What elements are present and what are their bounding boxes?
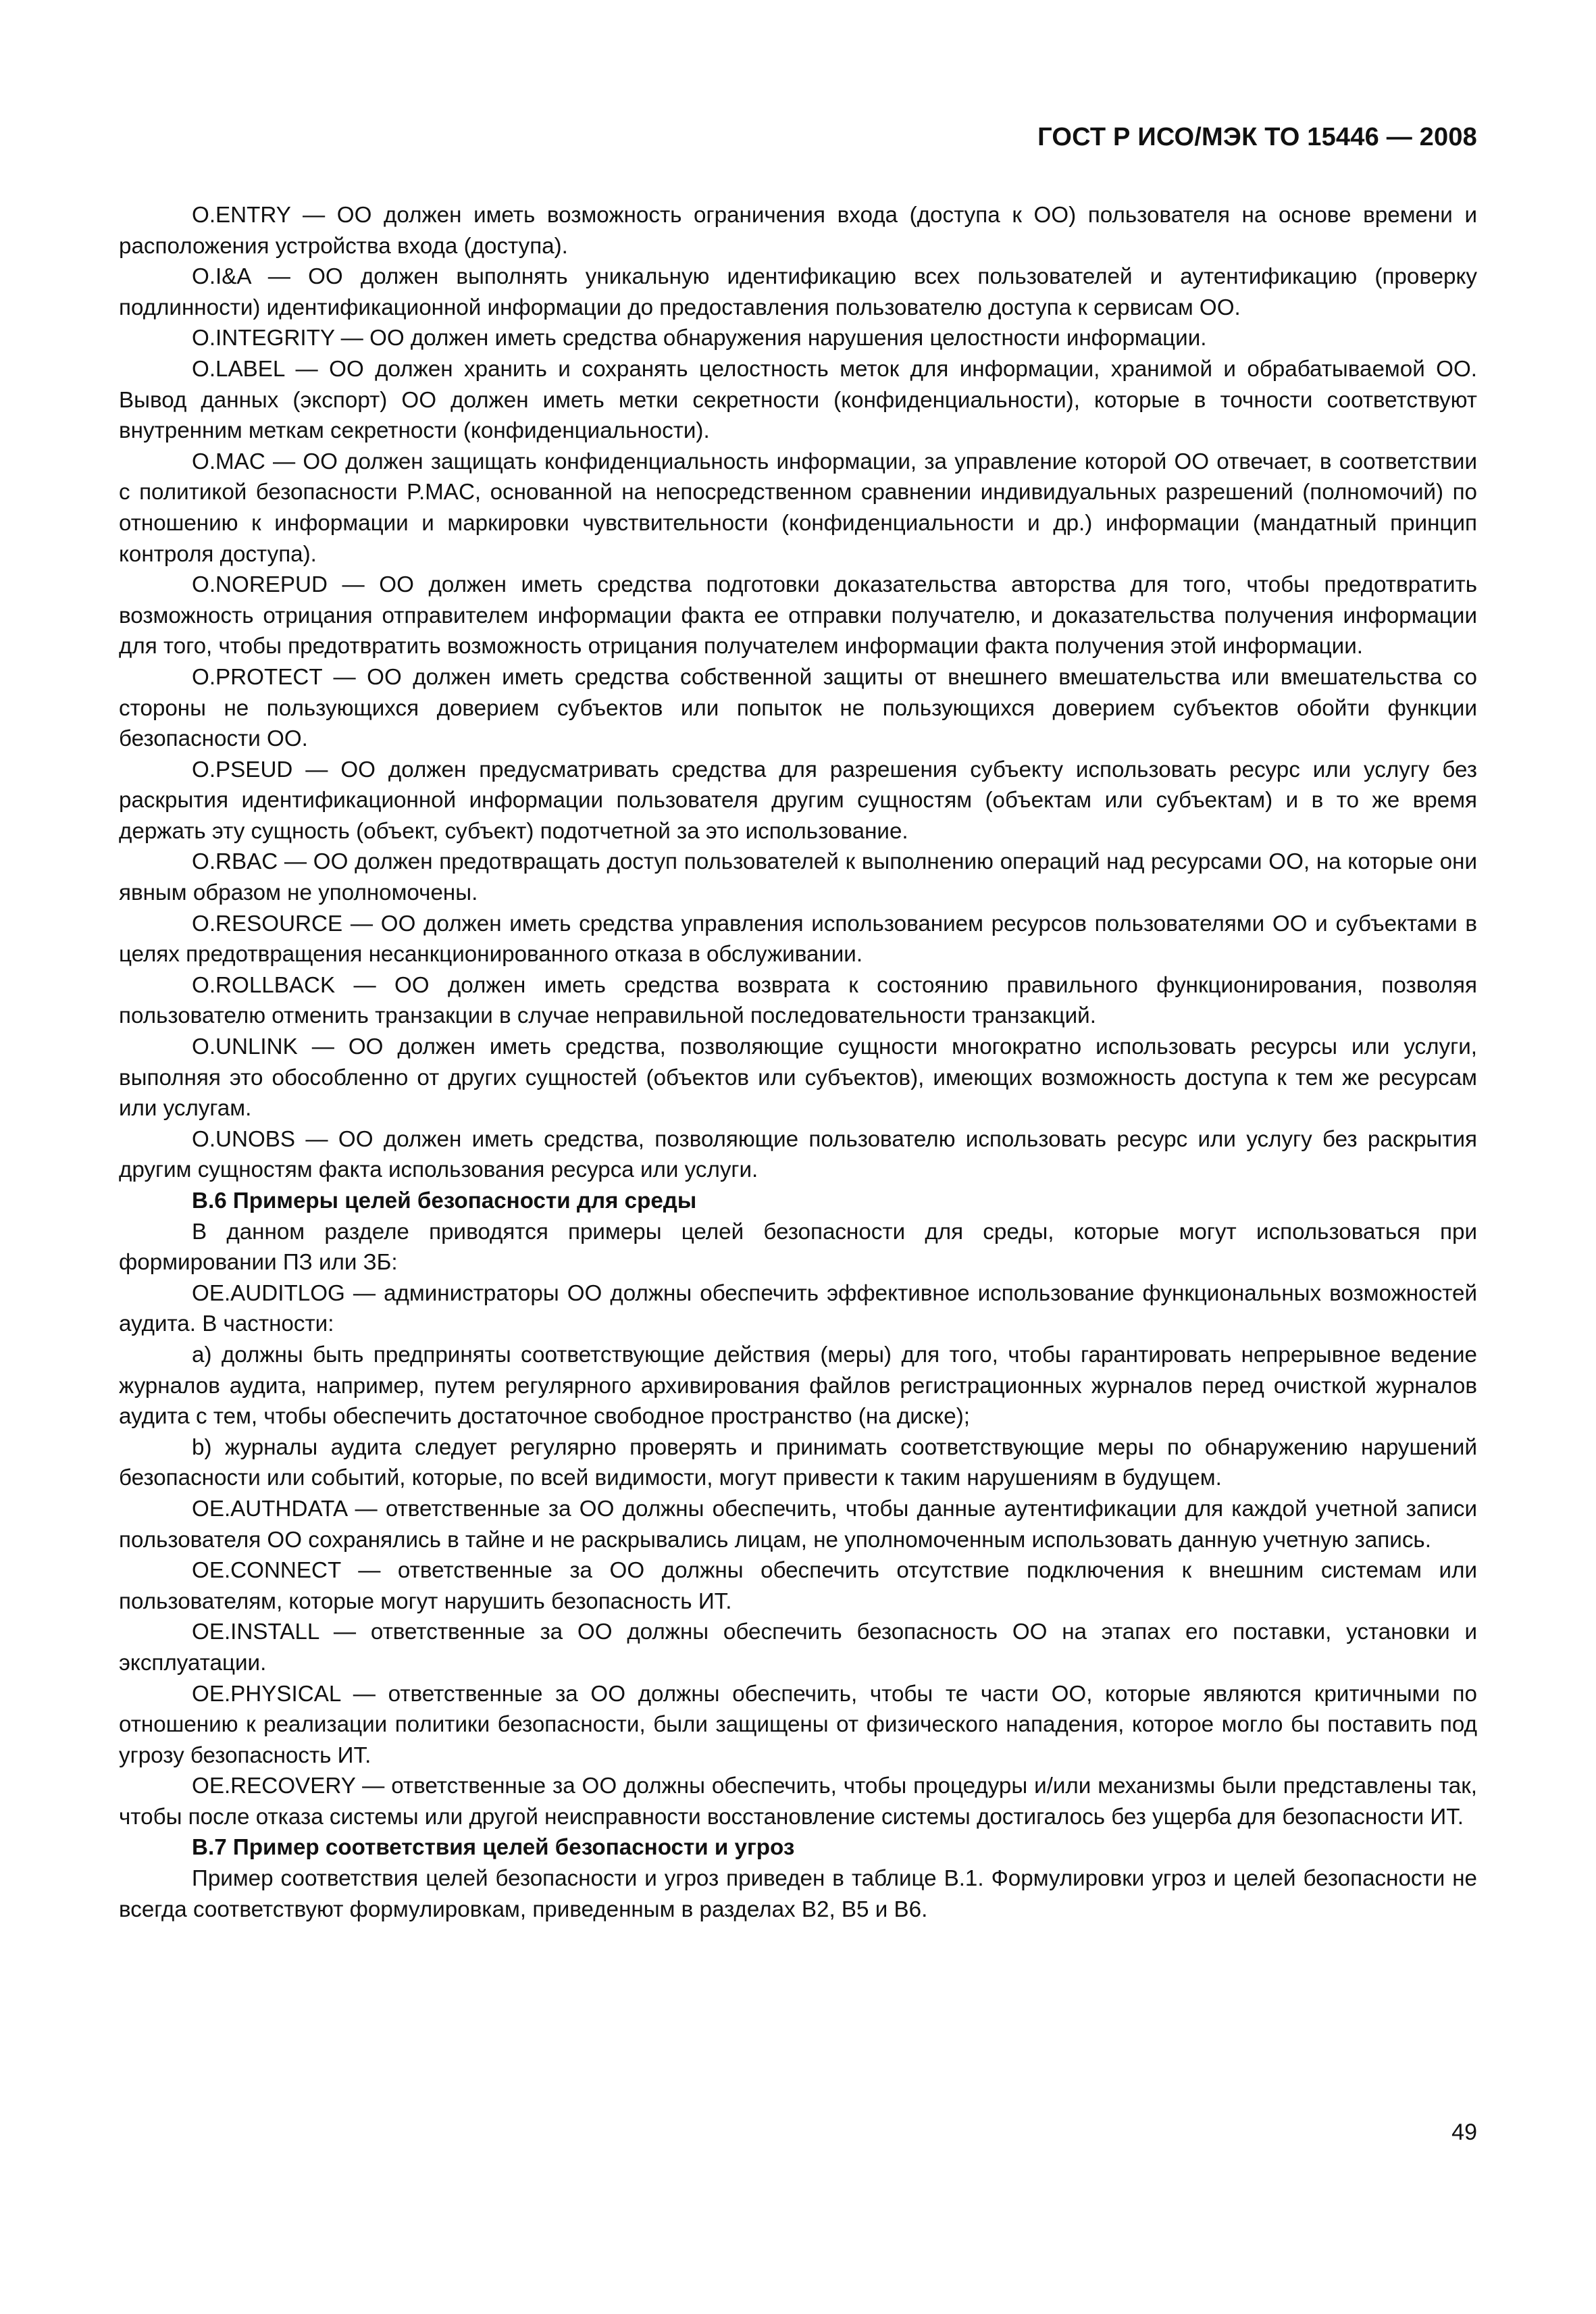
paragraph-oe-authdata: OE.AUTHDATA — ответственные за ОО должны обеспечить, чтобы данные аутентификации для каждой учетной записи пользователя ОО сохранялись в тайне и не раскрывались лицам, не уполномоченным использовать данную учетную запись. [119, 1496, 1477, 1553]
document-header: ГОСТ Р ИСО/МЭК ТО 15446 — 2008 [1037, 123, 1477, 151]
list-item-a: a) должны быть предприняты соответствующие действия (меры) для того, чтобы гарантировать непрерывное ведение журналов аудита, например, путем регулярного архивирования файлов регистрационных журналов перед очисткой журналов аудита с тем, чтобы обеспечить достаточное свободное пространство (на диске); [119, 1342, 1477, 1430]
paragraph-o-label: O.LABEL — ОО должен хранить и сохранять целостность меток для информации, хранимой и обрабатываемой ОО. Вывод данных (экспорт) ОО должен иметь метки секретности (конфиденциальности), которые в точности соответствуют внутренним меткам секретности (конфиденциальности). [119, 356, 1477, 444]
paragraph-oe-install: OE.INSTALL — ответственные за ОО должны обеспечить безопасность ОО на этапах его поставки, установки и эксплуатации. [119, 1619, 1477, 1676]
paragraph-oe-physical: OE.PHYSICAL — ответственные за ОО должны обеспечить, чтобы те части ОО, которые являются критичными по отношению к реализации политики безопасности, были защищены от физического нападения, которое могло бы поставить под угрозу безопасность ИТ. [119, 1681, 1477, 1768]
paragraph-o-rollback: O.ROLLBACK — ОО должен иметь средства возврата к состоянию правильного функционирования, позволяя пользователю отменить транзакции в случае неправильной последовательности транзакций. [119, 972, 1477, 1029]
paragraph-o-norepud: O.NOREPUD — ОО должен иметь средства подготовки доказательства авторства для того, чтобы предотвратить возможность отрицания отправителем информации факта ее отправки получателю, и доказательства получения информации для того, чтобы предотвратить возможность отрицания получателем информации факта получения этой информации. [119, 572, 1477, 659]
paragraph-o-unlink: O.UNLINK — ОО должен иметь средства, позволяющие сущности многократно использовать ресурсы или услуги, выполняя это обособленно от других сущностей (объектов или субъектов), имеющих возможность доступа к тем же ресурсам или услугам. [119, 1034, 1477, 1122]
paragraph-o-integrity: O.INTEGRITY — ОО должен иметь средства обнаружения нарушения целостности информации. [192, 326, 1207, 351]
page-number: 49 [1451, 2119, 1477, 2145]
section-heading-b7: B.7 Пример соответствия целей безопасности и угроз [192, 1835, 795, 1861]
paragraph-o-mac: O.MAC — ОО должен защищать конфиденциальность информации, за управление которой ОО отвечает, в соответствии с политикой безопасности P.MAC, основанной на непосредственном сравнении индивидуальных разрешений (полномочий) по отношению к информации и маркировки чувствительности (конфиденциальности и др.) информации (мандатный принцип контроля доступа). [119, 449, 1477, 567]
paragraph-b6-intro: В данном разделе приводятся примеры целей безопасности для среды, которые могут использоваться при формировании ПЗ или ЗБ: [119, 1219, 1477, 1276]
paragraph-b7-intro: Пример соответствия целей безопасности и угроз приведен в таблице B.1. Формулировки угроз и целей безопасности не всегда соответствуют формулировкам, приведенным в разделах B2, B5 и B6. [119, 1866, 1477, 1922]
section-heading-b6: B.6 Примеры целей безопасности для среды [192, 1188, 697, 1213]
paragraph-oe-connect: OE.CONNECT — ответственные за ОО должны обеспечить отсутствие подключения к внешним системам или пользователям, которые могут нарушить безопасность ИТ. [119, 1558, 1477, 1614]
paragraph-o-protect: O.PROTECT — ОО должен иметь средства собственной защиты от внешнего вмешательства или вмешательства со стороны не пользующихся доверием субъектов или попыток не пользующихся доверием субъектов обойти функции безопасности ОО. [119, 664, 1477, 752]
paragraph-o-unobs: O.UNOBS — ОО должен иметь средства, позволяющие пользователю использовать ресурс или услугу без раскрытия другим сущностям факта использования ресурса или услуги. [119, 1126, 1477, 1183]
list-item-b: b) журналы аудита следует регулярно проверять и принимать соответствующие меры по обнаружению нарушений безопасности или событий, которые, по всей видимости, могут привести к таким нарушениям в будущем. [119, 1434, 1477, 1491]
paragraph-oe-recovery: OE.RECOVERY — ответственные за ОО должны обеспечить, чтобы процедуры и/или механизмы были представлены так, чтобы после отказа системы или другой неисправности восстановление системы достигалось без ущерба для безопасности ИТ. [119, 1774, 1477, 1830]
paragraph-o-rbac: O.RBAC — ОО должен предотвращать доступ пользователей к выполнению операций над ресурсами ОО, на которые они явным образом не уполномочены. [119, 849, 1477, 906]
paragraph-o-entry: O.ENTRY — ОО должен иметь возможность ограничения входа (доступа к ОО) пользователя на основе времени и расположения устройства входа (доступа). [119, 203, 1477, 259]
paragraph-oe-auditlog: OE.AUDITLOG — администраторы ОО должны обеспечить эффективное использование функциональных возможностей аудита. В частности: [119, 1280, 1477, 1337]
paragraph-o-pseud: O.PSEUD — ОО должен предусматривать средства для разрешения субъекту использовать ресурс или услугу без раскрытия идентификационной информации пользователя другим сущностям (объектам или субъектам) и в то же время держать эту сущность (объект, субъект) подотчетной за это использование. [119, 757, 1477, 844]
paragraph-o-resource: O.RESOURCE — ОО должен иметь средства управления использованием ресурсов пользователями ОО и субъектами в целях предотвращения несанкционированного отказа в обслуживании. [119, 911, 1477, 967]
document-body [119, 200, 1477, 1925]
paragraph-o-ia: O.I&A — ОО должен выполнять уникальную идентификацию всех пользователей и аутентификацию (проверку подлинности) идентификационной информации до предоставления пользователю доступа к сервисам ОО. [119, 264, 1477, 320]
